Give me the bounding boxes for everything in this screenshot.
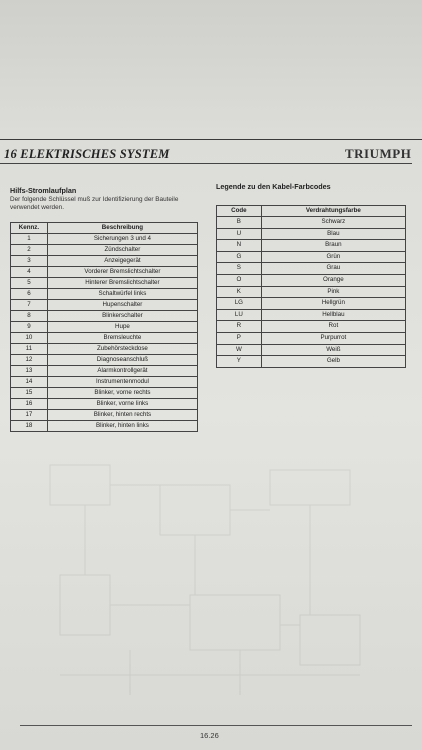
- color-code-row-value: Hellgrün: [261, 298, 405, 310]
- color-code-row-value: Orange: [261, 274, 405, 286]
- parts-row-key: 6: [11, 289, 48, 300]
- parts-row: [11, 355, 198, 366]
- parts-intro-text: Der folgende Schlüssel muß zur Identifizierung der Bauteile verwendet werden.: [10, 196, 179, 211]
- parts-key-table: [10, 222, 198, 432]
- color-code-row-key: LU: [217, 309, 262, 321]
- parts-header-id: Kennz.: [11, 223, 48, 234]
- parts-row-key: 13: [11, 366, 48, 377]
- parts-row-value: Zubehörsteckdose: [47, 344, 197, 355]
- parts-row: [11, 267, 198, 278]
- color-code-row-key: R: [217, 321, 262, 333]
- parts-row-value: Diagnoseanschluß: [47, 355, 197, 366]
- color-code-row-key: LG: [217, 298, 262, 310]
- parts-row-key: 8: [11, 311, 48, 322]
- color-code-row: [217, 240, 406, 252]
- color-code-row: [217, 344, 406, 356]
- parts-section-title: Hilfs-Stromlaufplan: [10, 186, 77, 195]
- color-code-row-value: Grün: [261, 251, 405, 263]
- parts-row: [11, 234, 198, 245]
- parts-row-value: Blinkerschalter: [47, 311, 197, 322]
- parts-row: [11, 421, 198, 432]
- parts-row-value: Hupe: [47, 322, 197, 333]
- header-underline: [0, 163, 412, 164]
- wire-color-code-table: [216, 205, 406, 368]
- color-code-row-value: Blau: [261, 228, 405, 240]
- parts-row-key: 15: [11, 388, 48, 399]
- parts-row-value: Vorderer Bremslichtschalter: [47, 267, 197, 278]
- parts-row-value: Blinker, hinten rechts: [47, 410, 197, 421]
- parts-row-key: 1: [11, 234, 48, 245]
- color-code-row-key: Y: [217, 356, 262, 368]
- color-code-row: [217, 332, 406, 344]
- parts-header-description: Beschreibung: [47, 223, 197, 234]
- color-code-row: [217, 286, 406, 298]
- color-code-row: [217, 217, 406, 229]
- parts-row-value: Sicherungen 3 und 4: [47, 234, 197, 245]
- parts-row: [11, 322, 198, 333]
- parts-row: [11, 245, 198, 256]
- color-code-row-value: Gelb: [261, 356, 405, 368]
- color-code-row-value: Grau: [261, 263, 405, 275]
- chapter-title: 16 ELEKTRISCHES SYSTEM: [4, 147, 170, 161]
- parts-row-key: 12: [11, 355, 48, 366]
- color-code-row-key: S: [217, 263, 262, 275]
- bleed-through-diagram: [40, 455, 380, 705]
- parts-row: [11, 344, 198, 355]
- parts-row-value: Alarmkontrollgerät: [47, 366, 197, 377]
- color-code-row-key: O: [217, 274, 262, 286]
- color-code-row-value: Braun: [261, 240, 405, 252]
- color-code-row-value: Hellblau: [261, 309, 405, 321]
- parts-row-value: Hupenschalter: [47, 300, 197, 311]
- parts-row: [11, 399, 198, 410]
- color-code-row: [217, 251, 406, 263]
- parts-row-key: 2: [11, 245, 48, 256]
- color-code-row: [217, 298, 406, 310]
- parts-row-key: 18: [11, 421, 48, 432]
- parts-row-value: Bremsleuchte: [47, 333, 197, 344]
- parts-row: [11, 377, 198, 388]
- color-code-row-key: K: [217, 286, 262, 298]
- parts-row: [11, 278, 198, 289]
- parts-row-value: Blinker, vorne rechts: [47, 388, 197, 399]
- parts-row: [11, 311, 198, 322]
- parts-row-value: Zündschalter: [47, 245, 197, 256]
- parts-row: [11, 300, 198, 311]
- parts-row-key: 3: [11, 256, 48, 267]
- parts-row: [11, 366, 198, 377]
- parts-row-value: Blinker, hinten links: [47, 421, 197, 432]
- color-code-row: [217, 263, 406, 275]
- parts-row-key: 5: [11, 278, 48, 289]
- page-number: 16.26: [200, 731, 219, 740]
- parts-row-value: Blinker, vorne links: [47, 399, 197, 410]
- parts-row-key: 7: [11, 300, 48, 311]
- color-code-row-key: W: [217, 344, 262, 356]
- color-code-row-key: N: [217, 240, 262, 252]
- parts-row-key: 16: [11, 399, 48, 410]
- parts-row-key: 14: [11, 377, 48, 388]
- parts-row-value: Instrumentenmodul: [47, 377, 197, 388]
- codes-header-color: Verdrahtungsfarbe: [261, 206, 405, 217]
- parts-row-key: 4: [11, 267, 48, 278]
- color-code-row: [217, 274, 406, 286]
- color-code-row-key: U: [217, 228, 262, 240]
- codes-section-title: Legende zu den Kabel-Farbcodes: [216, 182, 331, 191]
- parts-row-key: 11: [11, 344, 48, 355]
- color-code-row-value: Schwarz: [261, 217, 405, 229]
- color-code-row-value: Pink: [261, 286, 405, 298]
- color-code-row-value: Rot: [261, 321, 405, 333]
- parts-row-key: 9: [11, 322, 48, 333]
- parts-row: [11, 289, 198, 300]
- brand-logo: TRIUMPH: [345, 146, 412, 161]
- color-code-row-value: Weiß: [261, 344, 405, 356]
- color-code-row-key: B: [217, 217, 262, 229]
- color-code-row-key: P: [217, 332, 262, 344]
- parts-row-value: Schaltwürfel links: [47, 289, 197, 300]
- color-code-row: [217, 356, 406, 368]
- color-code-row: [217, 321, 406, 333]
- footer-rule: [20, 725, 412, 726]
- parts-row-key: 10: [11, 333, 48, 344]
- parts-row-value: Hinterer Bremslichtschalter: [47, 278, 197, 289]
- color-code-row-value: Purpurrot: [261, 332, 405, 344]
- parts-row-key: 17: [11, 410, 48, 421]
- parts-row: [11, 256, 198, 267]
- codes-header-code: Code: [217, 206, 262, 217]
- parts-row-value: Anzeigegerät: [47, 256, 197, 267]
- parts-row: [11, 410, 198, 421]
- color-code-row: [217, 309, 406, 321]
- parts-row: [11, 388, 198, 399]
- header-top-rule: [0, 139, 422, 140]
- color-code-row: [217, 228, 406, 240]
- parts-row: [11, 333, 198, 344]
- color-code-row-key: G: [217, 251, 262, 263]
